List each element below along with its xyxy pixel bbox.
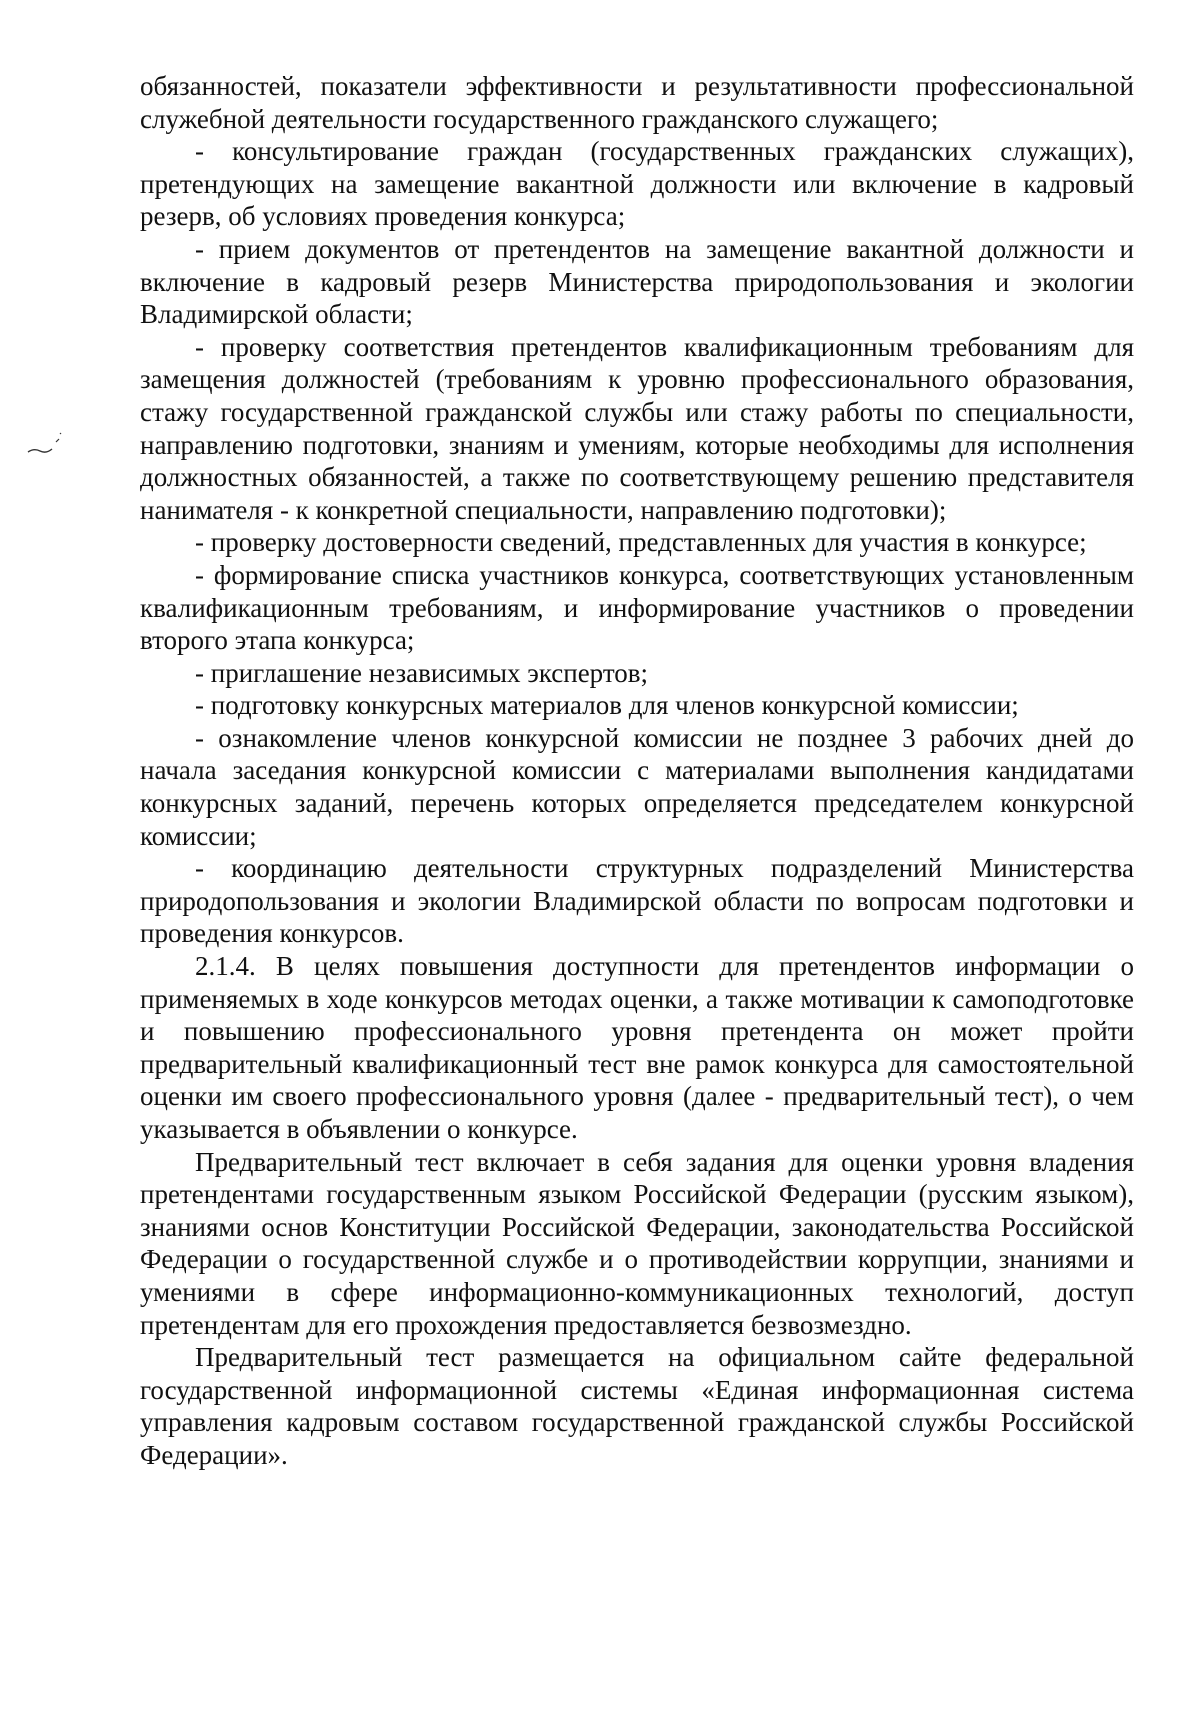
list-item-materials: - подготовку конкурсных материалов для членов конкурсной комиссии; bbox=[195, 690, 1019, 721]
section-2-1-4: 2.1.4. В целях повышения доступности для претендентов информации о применяемых в ходе конкурсов методах оценки, а также мотивации к самоподготовке и повышению профессионального уровня претендента он может пройти предварительный квалификационный тест вне рамок конкурса для самостоятельной оценки им своего профессионального уровня (далее - предварительный тест), о чем указывается в объявлении о конкурсе. bbox=[140, 951, 1134, 1144]
margin-pen-mark bbox=[26, 430, 66, 460]
list-item-participant-list: - формирование списка участников конкурса, соответствующих установленным квалификационным требованиям, и информирование участников о проведении второго этапа конкурса; bbox=[140, 559, 1134, 656]
list-item-verification: - проверку достоверности сведений, представленных для участия в конкурсе; bbox=[195, 527, 1087, 558]
paragraph-preliminary-test-location: Предварительный тест размещается на официальном сайте федеральной государственной информационной системы «Единая информационная система управления кадровым составом государственной гражданской службы Российской Федерации». bbox=[140, 1342, 1134, 1470]
paragraph-preliminary-test-content: Предварительный тест включает в себя задания для оценки уровня владения претендентами государственным языком Российской Федерации (русским языком), знаниями основ Конституции Российской Федерации, законодательства Российской Федерации о государственной службе и о противодействии коррупции, знаниями и умениями в сфере информационно-коммуникационных технологий, доступ претендентам для его прохождения предоставляется безвозмездно. bbox=[140, 1146, 1134, 1340]
list-item-document-intake: - прием документов от претендентов на замещение вакантной должности и включение в кадровый резерв Министерства природопользования и экологии Владимирской области; bbox=[140, 233, 1134, 330]
list-item-consulting: - консультирование граждан (государственных гражданских служащих), претендующих на замещение вакантной должности или включение в кадровый резерв, об условиях проведения конкурса; bbox=[140, 136, 1134, 232]
paragraph-continuation: обязанностей, показатели эффективности и результативности профессиональной служебной деятельности государственного гражданского служащего; bbox=[140, 71, 1134, 134]
list-item-coordination: - координацию деятельности структурных подразделений Министерства природопользования и экологии Владимирской области по вопросам подготовки и проведения конкурсов. bbox=[140, 853, 1134, 949]
list-item-qualification-check: - проверку соответствия претендентов квалификационным требованиям для замещения должностей (требованиям к уровню профессионального образования, стажу государственной гражданской службы или стажу работы по специальности, направлению подготовки, знаниям и умениям, которые необходимы для исполнения должностных обязанностей, а также по соответствующему решению представителя нанимателя - к конкретной специальности, направлению подготовки); bbox=[140, 331, 1134, 525]
document-page bbox=[140, 70, 1134, 1472]
list-item-experts: - приглашение независимых экспертов; bbox=[195, 657, 649, 688]
list-item-familiarization: - ознакомление членов конкурсной комиссии не позднее 3 рабочих дней до начала заседания конкурсной комиссии с материалами выполнения кандидатами конкурсных заданий, перечень которых определяется председателем конкурсной комиссии; bbox=[140, 722, 1134, 851]
